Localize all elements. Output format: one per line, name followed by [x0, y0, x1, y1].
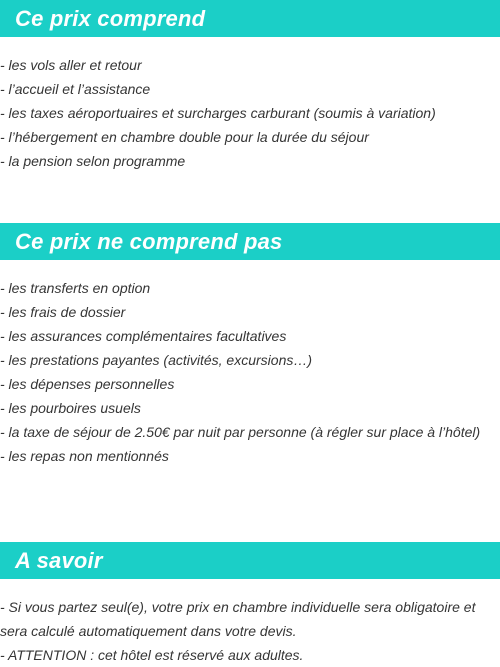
- list-item: - l’hébergement en chambre double pour la durée du séjour: [0, 129, 369, 145]
- list-item: - ATTENTION : cet hôtel est réservé aux adultes.: [0, 647, 304, 663]
- list-item: - Si vous partez seul(e), votre prix en chambre individuelle sera obligatoire et sera calculé automatiquement dans votre devis.: [0, 599, 476, 639]
- includes-list: [0, 53, 500, 173]
- list-item: - les taxes aéroportuaires et surcharges carburant (soumis à variation): [0, 105, 436, 121]
- section-title-includes: Ce prix comprend: [15, 5, 206, 31]
- list-item: - la taxe de séjour de 2.50€ par nuit par personne (à régler sur place à l’hôtel): [0, 424, 481, 440]
- good-to-know-list: [0, 595, 500, 667]
- list-item: - les pourboires usuels: [0, 400, 141, 416]
- list-item: - les dépenses personnelles: [0, 376, 175, 392]
- section-title-good-to-know: A savoir: [15, 547, 103, 573]
- section-header-includes: [0, 0, 500, 37]
- list-item: - les repas non mentionnés: [0, 448, 169, 464]
- list-item: - les frais de dossier: [0, 304, 126, 320]
- section-header-excludes: [0, 223, 500, 260]
- list-item: - les assurances complémentaires facultatives: [0, 328, 287, 344]
- list-item: - l’accueil et l’assistance: [0, 81, 151, 97]
- list-item: - les prestations payantes (activités, excursions…): [0, 352, 313, 368]
- list-item: - les transferts en option: [0, 280, 151, 296]
- section-title-excludes: Ce prix ne comprend pas: [15, 228, 283, 254]
- list-item: - les vols aller et retour: [0, 57, 142, 73]
- list-item: - la pension selon programme: [0, 153, 186, 169]
- excludes-list: [0, 276, 500, 468]
- section-header-good-to-know: [0, 542, 500, 579]
